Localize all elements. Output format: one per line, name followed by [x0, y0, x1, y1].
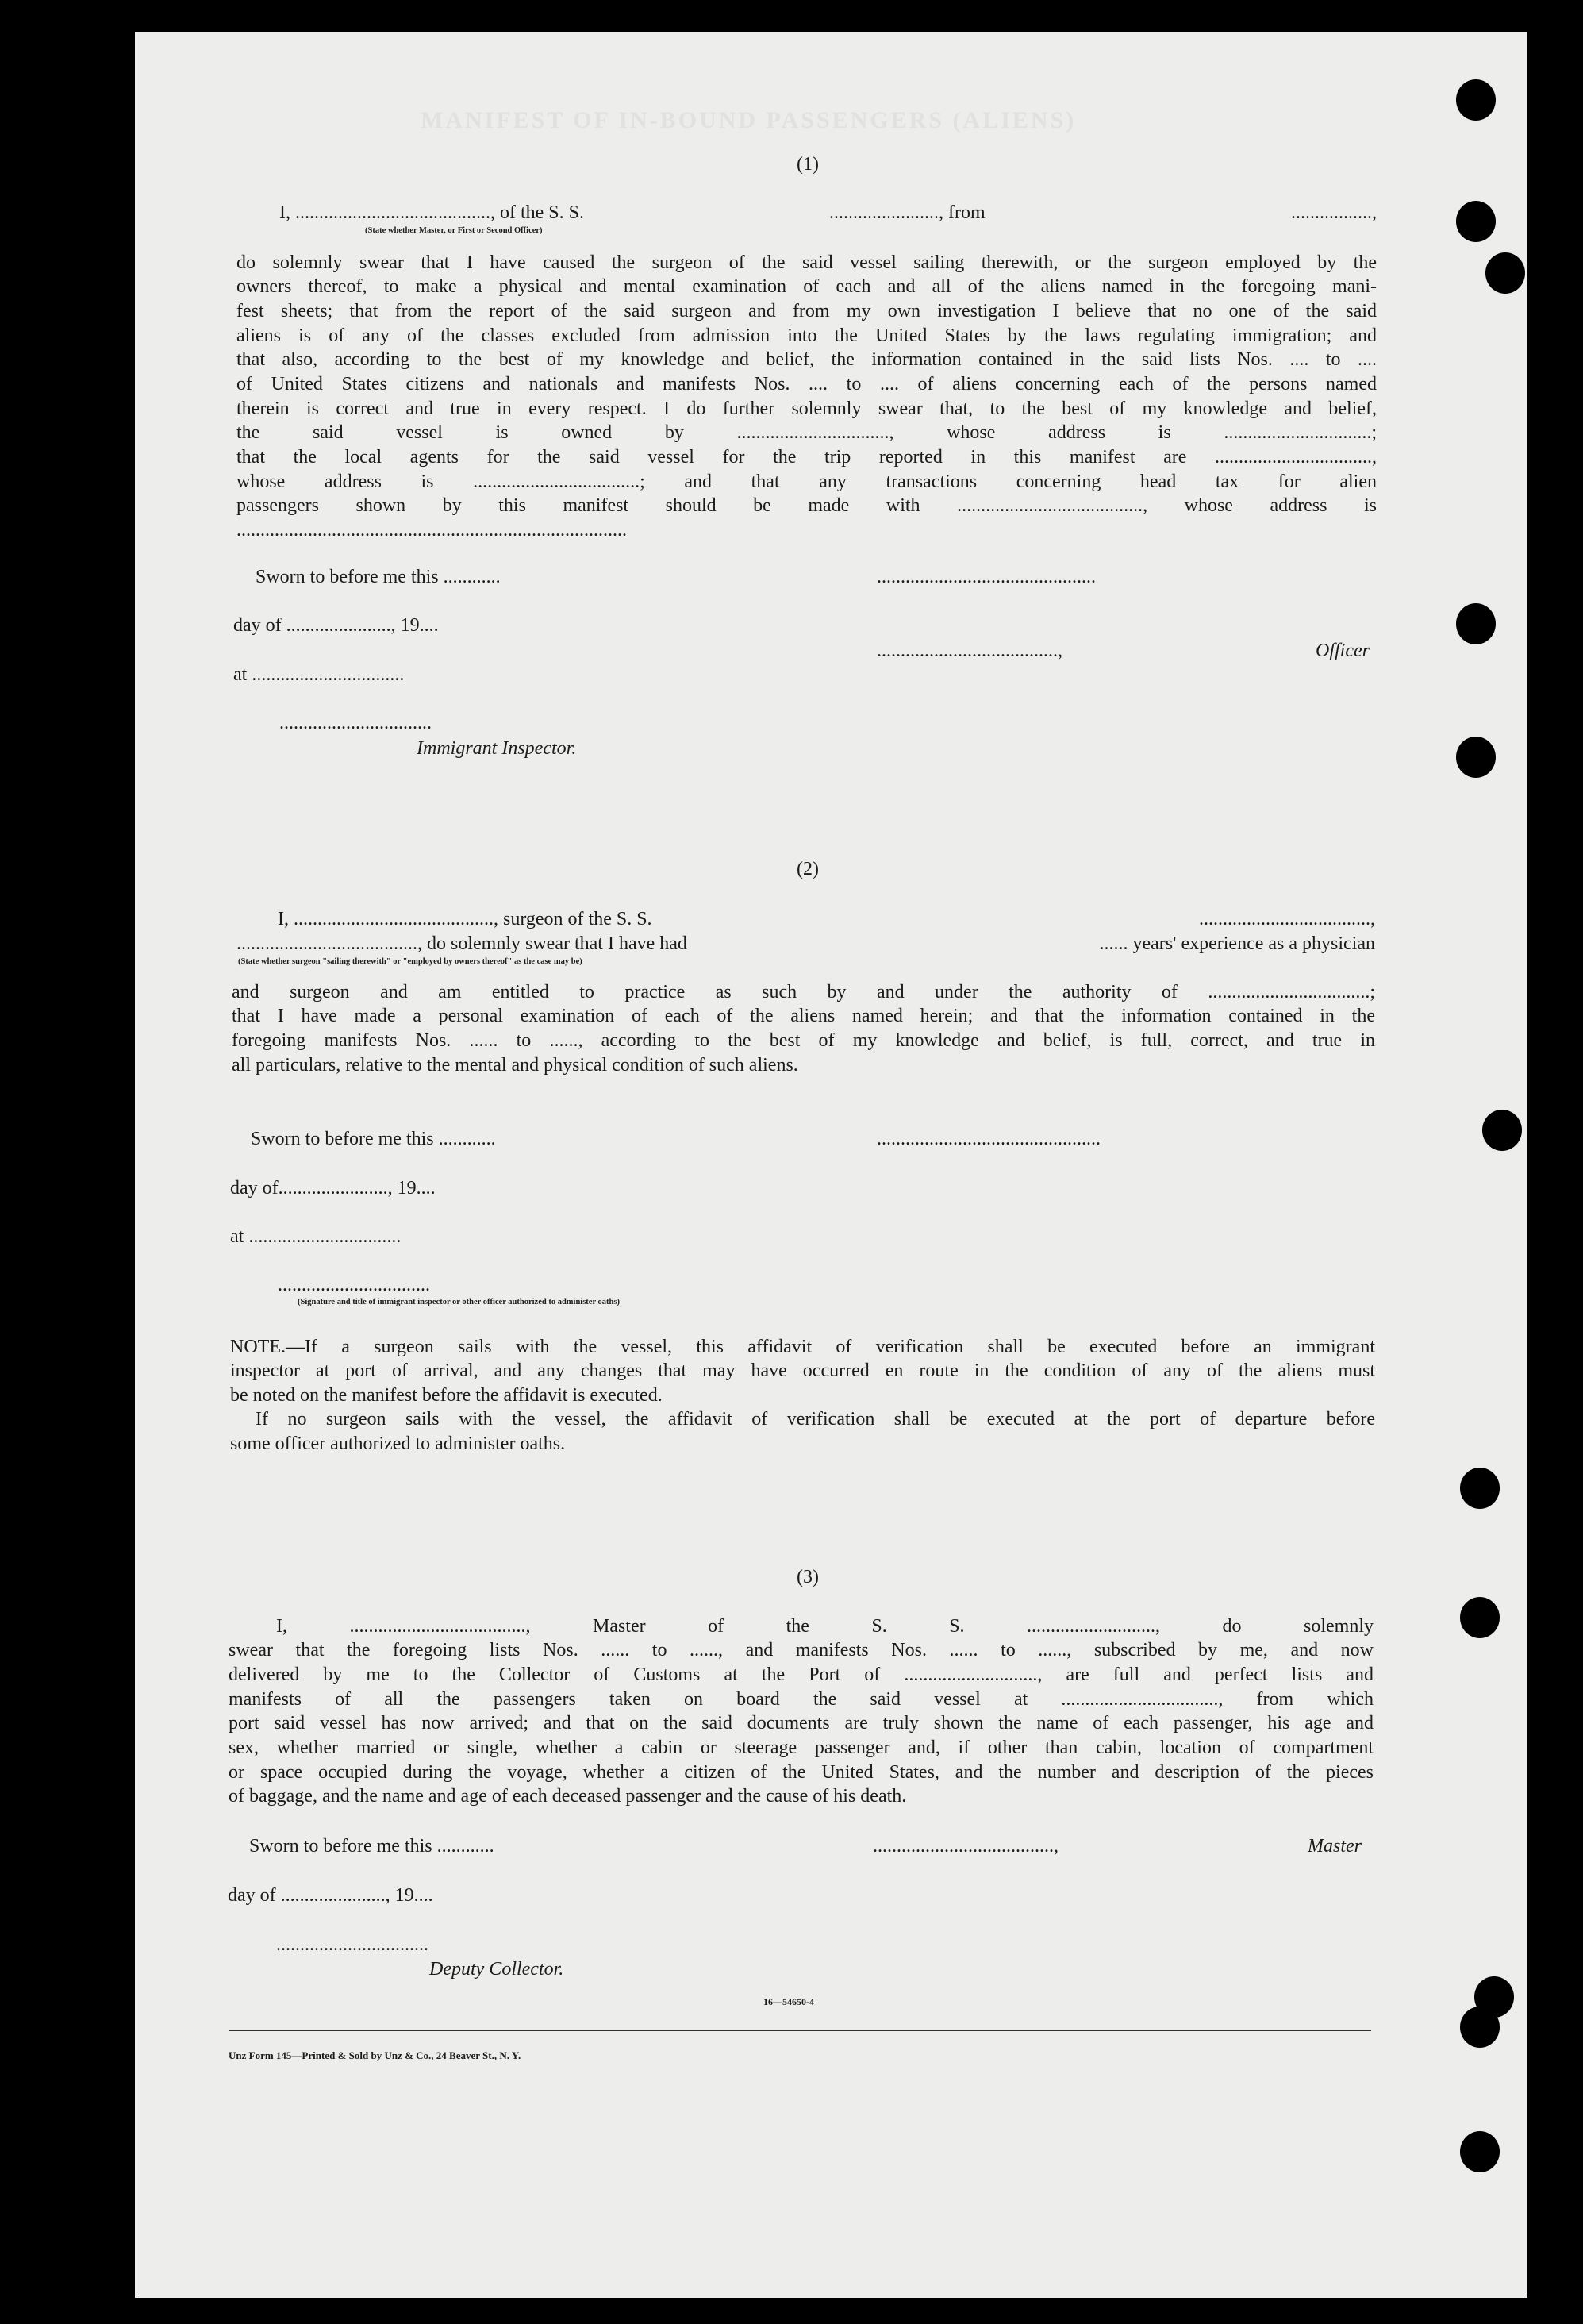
s2-line2-b: ...... years' experience as a physician: [1099, 933, 1375, 954]
s2-surgeon-note: (State whether surgeon "sailing therewith" or "employed by owners thereof" as the case may be): [238, 957, 582, 966]
s2-para-line: that I have made a personal examination of each of the aliens named herein; and that the information contained in the: [232, 1006, 1375, 1026]
s1-at: at ................................: [233, 664, 405, 685]
punch-hole: [1460, 2007, 1500, 2048]
s3-deputy-dots: ................................: [276, 1934, 428, 1955]
s1-para-line: aliens is of any of the classes excluded from admission into the United States by the laws regulating immigration; and: [236, 325, 1377, 346]
s3-para-line: sex, whether married or single, whether a cabin or steerage passenger and, if other than cabin, location of compartment: [229, 1737, 1374, 1758]
s1-para-line: of United States citizens and nationals and manifests Nos. .... to .... of aliens concerning each of the persons named: [236, 374, 1377, 394]
s1-day-of: day of ......................, 19....: [233, 615, 439, 636]
punch-hole: [1456, 201, 1496, 242]
footer-rule: [229, 2030, 1371, 2031]
s2-note2-line: If no surgeon sails with the vessel, the affidavit of verification shall be executed at the port of departure before: [256, 1409, 1375, 1429]
s2-para-line: and surgeon and am entitled to practice as such by and under the authority of ..................................;: [232, 982, 1375, 1002]
s1-para-line: therein is correct and true in every respect. I do further solemnly swear that, to the best of my knowledge and belief,: [236, 398, 1377, 419]
s3-master-label: Master: [1308, 1836, 1362, 1857]
s3-para-line: delivered by me to the Collector of Customs at the Port of ............................, are full and perfect lists and: [229, 1664, 1374, 1685]
s3-para-tail: of baggage, and the name and age of each deceased passenger and the cause of his death.: [229, 1786, 907, 1806]
s2-line1-a: I, .........................................., surgeon of the S. S.: [278, 909, 652, 929]
s1-inspector-label: Immigrant Inspector.: [417, 738, 577, 759]
s2-at: at ................................: [230, 1226, 402, 1247]
s3-deputy-label: Deputy Collector.: [429, 1959, 564, 1980]
s2-day-of: day of......................., 19....: [230, 1178, 436, 1199]
section-2-number: (2): [797, 859, 819, 879]
s3-para-line: port said vessel has now arrived; and that on the said documents are truly shown the name of each passenger, his age and: [229, 1713, 1374, 1733]
s2-note-line: NOTE.—If a surgeon sails with the vessel, this affidavit of verification shall be executed before an immigrant: [230, 1337, 1375, 1357]
s1-sworn: Sworn to before me this ............: [256, 567, 501, 587]
s2-para-line: foregoing manifests Nos. ...... to ......, according to the best of my knowledge and belief, is full, correct, and true in: [232, 1030, 1375, 1051]
s1-line1-a: I, ........................................., of the S. S.: [279, 202, 584, 223]
s1-para-tail: ..................................................................................: [236, 520, 627, 541]
s3-para-line: swear that the foregoing lists Nos. ...... to ......, and manifests Nos. ...... to ......, subscribed by me, and now: [229, 1640, 1374, 1660]
s3-day-of: day of ......................, 19....: [228, 1885, 433, 1906]
s1-line1-c: .................,: [1291, 202, 1377, 223]
section-1-number: (1): [797, 154, 819, 175]
s1-signature-dots: ..............................................: [877, 567, 1096, 587]
s1-para-line: the said vessel is owned by ................................, whose address is ...............................;: [236, 422, 1377, 443]
s1-officer-label: Officer: [1316, 641, 1370, 661]
punch-hole: [1456, 603, 1496, 644]
s3-para-line: or space occupied during the voyage, whether a citizen of the United States, and the number and description of the pieces: [229, 1762, 1374, 1783]
printer-imprint: Unz Form 145—Printed & Sold by Unz & Co., 24 Beaver St., N. Y.: [229, 2049, 521, 2061]
s2-line2-a: ......................................, do solemnly swear that I have had: [236, 933, 687, 954]
s1-para-line: whose address is ...................................; and that any transactions concerning head tax for alien: [236, 471, 1377, 492]
s1-para-line: that the local agents for the said vessel for the trip reported in this manifest are .................................,: [236, 447, 1377, 467]
punch-hole: [1456, 737, 1496, 778]
s2-sworn: Sworn to before me this ............: [251, 1129, 496, 1149]
s1-para-line: that also, according to the best of my knowledge and belief, the information contained in the said lists Nos. .... to ....: [236, 349, 1377, 370]
s2-note-line: inspector at port of arrival, and any changes that may have occurred en route in the condition of any of the aliens must: [230, 1360, 1375, 1381]
faint-header: MANIFEST OF IN-BOUND PASSENGERS (ALIENS): [421, 107, 1077, 133]
s2-note-tail: be noted on the manifest before the affidavit is executed.: [230, 1385, 663, 1406]
s1-officer-dots: ......................................,: [877, 641, 1062, 661]
s2-signature-dots: ...............................................: [877, 1129, 1101, 1149]
punch-hole: [1485, 252, 1525, 294]
s1-para-line: fest sheets; that from the report of the said surgeon and from my own investigation I believe that no one of the said: [236, 301, 1377, 321]
s2-note2-tail: some officer authorized to administer oaths.: [230, 1433, 566, 1454]
s2-line1-b: ....................................,: [1199, 909, 1375, 929]
form-number: 16—54650-4: [763, 1996, 814, 2007]
s1-line1-b: ......................., from: [829, 202, 986, 223]
punch-hole: [1460, 1597, 1500, 1638]
s1-inspector-dots: ................................: [279, 713, 432, 733]
s1-para-line: owners thereof, to make a physical and mental examination of each and all of the aliens named in the foregoing mani-: [236, 276, 1377, 297]
s1-officer-note: (State whether Master, or First or Second Officer): [365, 226, 543, 235]
punch-hole: [1456, 79, 1496, 121]
s3-para-line: manifests of all the passengers taken on board the said vessel at ................................., from which: [229, 1689, 1374, 1710]
s1-para-line: passengers shown by this manifest should be made with ......................................., whose address is: [236, 495, 1377, 516]
punch-hole: [1460, 1468, 1500, 1509]
s3-master-dots: ......................................,: [873, 1836, 1059, 1857]
s2-inspector-note: (Signature and title of immigrant inspector or other officer authorized to administer oaths): [298, 1298, 620, 1306]
s3-para-line: I, ....................................., Master of the S. S. ..........................., do solemnly: [276, 1616, 1374, 1637]
punch-hole: [1460, 2131, 1500, 2172]
s3-sworn: Sworn to before me this ............: [249, 1836, 494, 1857]
s1-para-line: do solemnly swear that I have caused the surgeon of the said vessel sailing therewith, or the surgeon employed by the: [236, 252, 1377, 273]
s2-inspector-dots: ................................: [278, 1275, 430, 1295]
punch-hole: [1482, 1110, 1522, 1151]
s2-para-tail: all particulars, relative to the mental and physical condition of such aliens.: [232, 1055, 798, 1075]
section-3-number: (3): [797, 1567, 819, 1587]
